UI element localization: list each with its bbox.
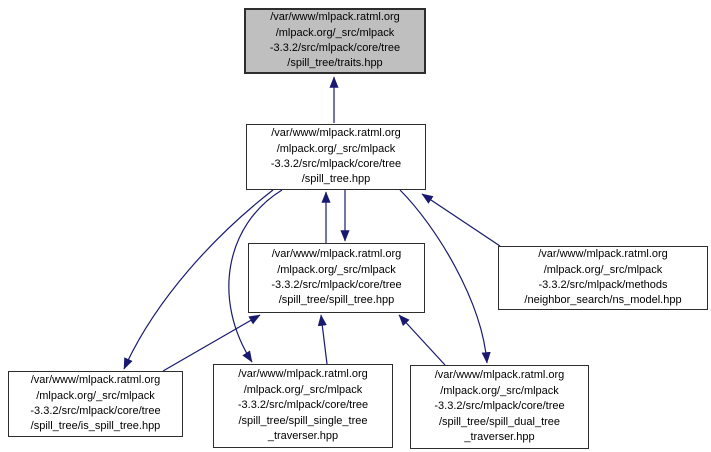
node-path-line: /mlpack.org/_src/mlpack [243,383,363,396]
node-path-line: /spill_tree/is_spill_tree.hpp [30,420,161,433]
node-path-line: -3.3.2/src/mlpack/core/tree [30,405,161,417]
node-spill-single-tree-traverser-hpp[interactable] [213,364,393,448]
node-path-line: -3.3.2/src/mlpack/core/tree [271,279,402,291]
node-path-line: /var/www/mlpack.ratml.org [238,368,368,381]
node-path-line: /var/www/mlpack.ratml.org [270,11,400,24]
node-is-spill-tree-hpp[interactable] [8,371,183,437]
node-path-line: -3.3.2/src/mlpack/methods [538,279,668,291]
edge-is_spill_tree-to-spill_tree_inner [163,315,260,371]
node-path-line: /var/www/mlpack.ratml.org [538,248,668,261]
node-path-line: /spill_tree/traits.hpp [287,57,383,70]
node-path-line: /mlpack.org/_src/mlpack [277,263,396,276]
node-path-line: /spill_tree/spill_single_tree [238,414,368,427]
edge-spill_single_tree_traverser-to-spill_tree_inner [321,315,327,364]
node-path-line: /mlpack.org/_src/mlpack [275,26,395,39]
node-path-line: -3.3.2/src/mlpack/core/tree [270,158,402,170]
edge-ns_model-to-spill_tree [422,194,500,246]
node-path-line: -3.3.2/src/mlpack/core/tree [269,42,401,54]
node-path-line: /var/www/mlpack.ratml.org [271,248,402,261]
node-path-line: -3.3.2/src/mlpack/core/tree [434,400,565,413]
node-path-line: /mlpack.org/_src/mlpack [543,263,663,276]
node-path-line: /var/www/mlpack.ratml.org [30,374,161,387]
node-path-line: /spill_tree.hpp [301,173,371,186]
node-traits-hpp [244,8,426,74]
node-spill-tree-hpp[interactable] [246,124,426,190]
node-spill-dual-tree-traverser-hpp[interactable] [410,365,589,449]
node-path-line: /spill_tree/spill_dual_tree [438,415,561,428]
node-spill-tree-spill-tree-hpp[interactable] [248,243,425,313]
node-path-line: /mlpack.org/_src/mlpack [440,384,559,397]
node-ns-model-hpp[interactable] [498,246,708,310]
node-path-line: /var/www/mlpack.ratml.org [434,369,565,382]
node-path-line: /spill_tree/spill_tree.hpp [278,294,395,307]
edge-spill_dual_tree_traverser-to-spill_tree_inner [399,315,445,365]
node-path-line: /var/www/mlpack.ratml.org [271,127,401,140]
node-path-line: /mlpack.org/_src/mlpack [276,142,396,155]
node-path-line: _traverser.hpp [464,431,535,444]
node-path-line: /mlpack.org/_src/mlpack [36,389,155,402]
node-path-line: /neighbor_search/ns_model.hpp [524,294,682,307]
node-path-line: -3.3.2/src/mlpack/core/tree [237,399,369,412]
node-path-line: _traverser.hpp [267,430,339,443]
